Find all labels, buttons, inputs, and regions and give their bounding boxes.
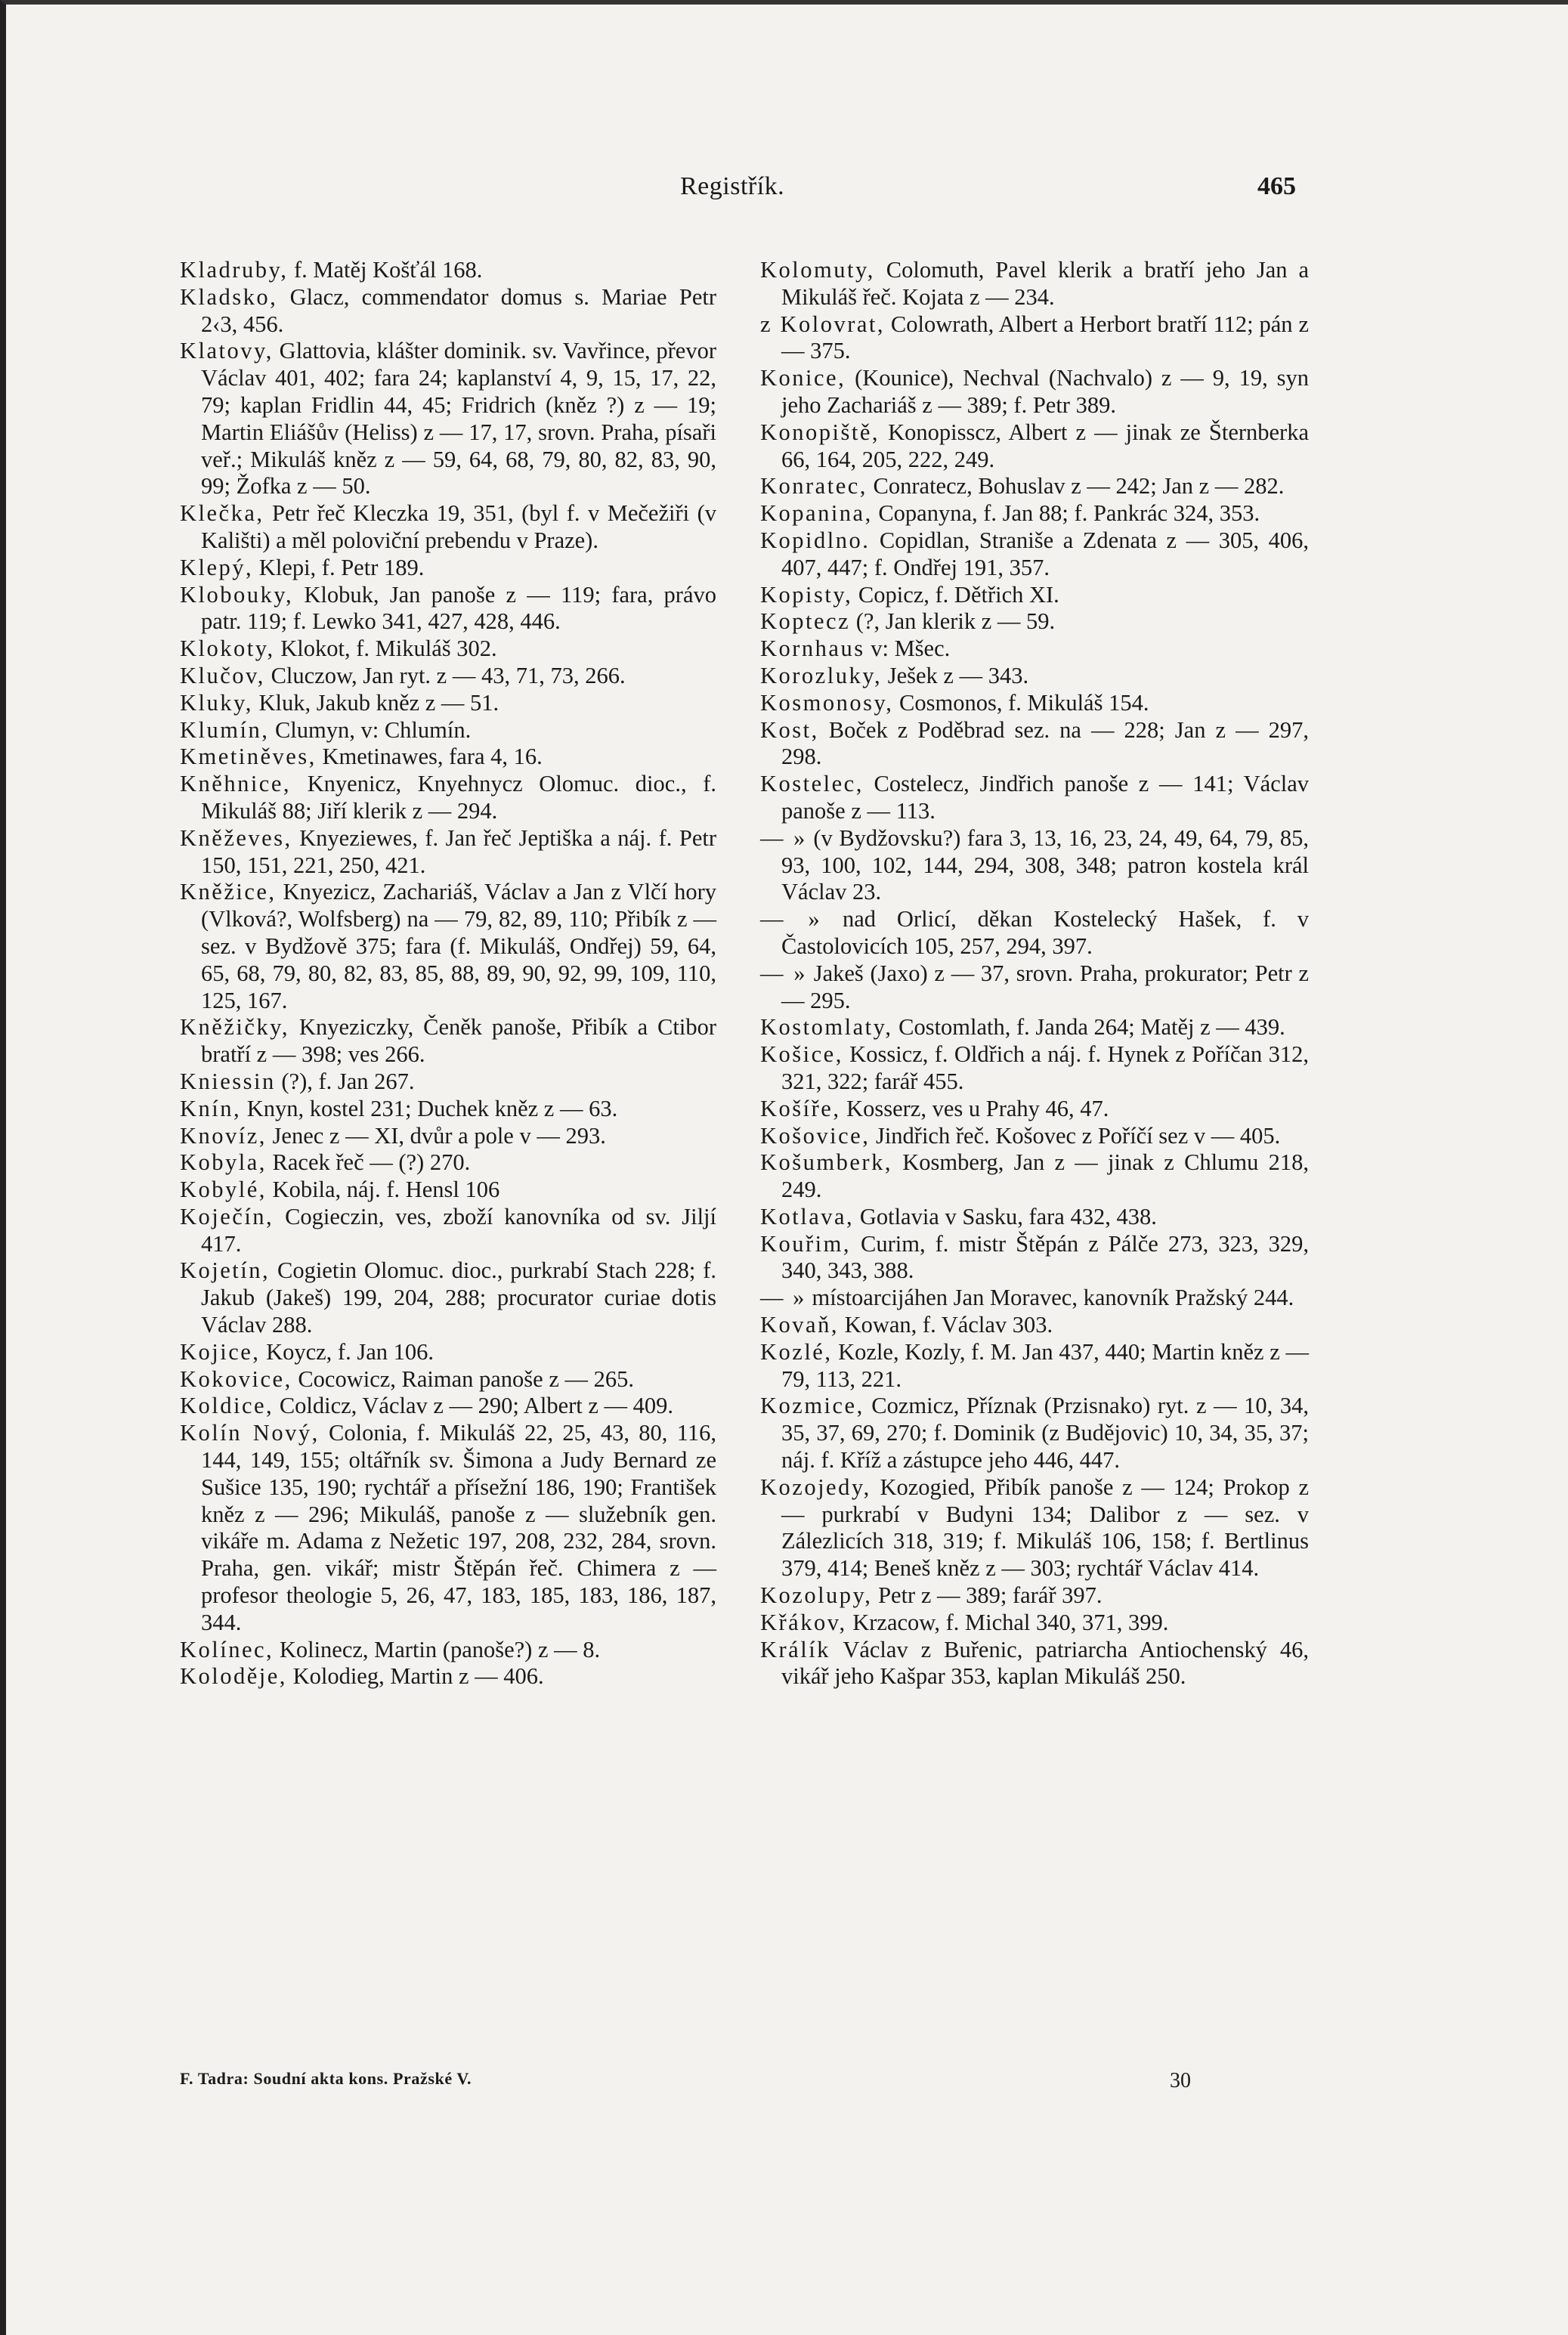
entry-headword: Košice,: [760, 1041, 843, 1068]
entry-headword: Kluky,: [180, 689, 253, 716]
index-entry: [760, 1393, 1309, 1474]
index-entry: [180, 1637, 716, 1664]
index-entry: [180, 1339, 716, 1366]
entry-headword: Kost,: [760, 716, 819, 743]
entry-headword: Kolínec,: [180, 1636, 274, 1662]
index-entry: [760, 1610, 1309, 1637]
index-entry: [180, 690, 716, 717]
index-entry: [760, 608, 1309, 636]
entry-text: Kobila, náj. f. Hensl 106: [266, 1177, 500, 1203]
index-entry: [760, 1231, 1309, 1285]
index-entry: [180, 500, 716, 555]
entry-headword: Kokovice,: [180, 1365, 292, 1392]
index-entry: [180, 1393, 716, 1420]
entry-text: Jakeš (Jaxo) z — 37, srovn. Praha, prokurator; Petr z — 295.: [781, 960, 1310, 1013]
entry-headword: Králík: [760, 1636, 830, 1662]
entry-text: Cozmicz, Příznak (Przisnako) ryt. z — 10, 34, 35, 37, 69, 270; f. Dominik (z Budějovic) 10, 34, 35, 37; náj. f. Kříž a zástupce jeho 446, 447.: [781, 1393, 1309, 1474]
entry-text: Costelecz, Jindřich panoše z — 141; Václav panoše z — 113.: [781, 771, 1309, 824]
entry-text: Gotlavia v Sasku, fara 432, 438.: [854, 1203, 1157, 1229]
entry-headword: Kornhaus: [760, 636, 865, 662]
entry-text: nad Orlicí, děkan Kostelecký Hašek, f. v Častolovicích 105, 257, 294, 397.: [781, 906, 1310, 959]
entry-text: Copicz, f. Dětřich XI.: [852, 581, 1059, 608]
entry-headword: Kotlava,: [760, 1203, 855, 1229]
running-title: Registřík.: [680, 172, 785, 200]
entry-text: Cosmonos, f. Mikuláš 154.: [893, 689, 1149, 716]
index-entry: [760, 1339, 1309, 1393]
entry-text: v: Mšec.: [864, 636, 951, 662]
index-entry: [180, 663, 716, 690]
entry-text: f. Matěj Košťál 168.: [288, 257, 483, 283]
entry-text: Colonia, f. Mikuláš 22, 25, 43, 80, 116, 144, 149, 155; oltářník sv. Šimona a Judy Bernard ze Sušice 135, 190; rychtář a přísežní 186, 190; František kněz z — 296; Mikuláš, panoše z — služebník gen. vikáře m. Adama z Nežetic 197, 208, 232, 284, srovn. Praha, gen. vikář; mistr Štěpán řeč. Chimera z — profesor theologie 5, 26, 47, 183, 185, 183, 186, 187, 344.: [201, 1420, 717, 1635]
index-entry: [180, 1177, 716, 1204]
entry-text: Knyeziewes, f. Jan řeč Jeptiška a náj. f. Petr 150, 151, 221, 250, 421.: [201, 824, 716, 878]
index-entry: [180, 1149, 716, 1177]
entry-headword: Kostelec,: [760, 771, 864, 797]
entry-text: Glacz, commendator domus s. Mariae Petr 2‹3, 456.: [201, 283, 716, 337]
entry-text: Cogietin Olomuc. dioc., purkrabí Stach 228; f. Jakub (Jakeš) 199, 204, 288; procurator curiae dotis Václav 288.: [201, 1257, 716, 1338]
entry-headword: Koldice,: [180, 1393, 274, 1419]
index-entry: [760, 663, 1309, 690]
entry-headword: Kozojedy,: [760, 1474, 871, 1500]
index-entry: [180, 257, 716, 284]
index-entry: [180, 1096, 716, 1123]
index-entry: [760, 311, 1309, 366]
entry-text: (v Bydžovsku?) fara 3, 13, 16, 23, 24, 49, 64, 79, 85, 93, 100, 102, 144, 294, 308, 348; patron kostela král Václav 23.: [781, 824, 1310, 905]
entry-text: Konopisscz, Albert z — jinak ze Šternberka 66, 164, 205, 222, 249.: [781, 419, 1309, 472]
entry-text: Klobuk, Jan panoše z — 119; fara, právo patr. 119; f. Lewko 341, 427, 428, 446.: [201, 581, 716, 635]
index-entry: [760, 906, 1309, 960]
index-entry: [760, 771, 1309, 825]
entry-text: Ješek z — 343.: [882, 662, 1029, 688]
entry-text: Knyezicz, Zachariáš, Václav a Jan z Vlčí hory (Vlková?, Wolfsberg) na — 79, 82, 89, 110; Přibík z — sez. v Bydžově 375; fara (f. Mikuláš, Ondřej) 59, 64, 65, 68, 79, 80, 82, 83, 85, 88, 89, 90, 92, 99, 109, 110, 125, 167.: [201, 879, 716, 1013]
index-entry: [180, 825, 716, 880]
entry-headword: Kněhnice,: [180, 771, 291, 797]
entry-text: (?), f. Jan 267.: [275, 1068, 415, 1094]
entry-headword: Košíře,: [760, 1095, 841, 1121]
index-entry: [180, 1204, 716, 1258]
entry-headword: Kopidlno.: [760, 527, 871, 553]
entry-headword: Kouřim,: [760, 1230, 852, 1257]
index-entry: [180, 582, 716, 636]
entry-headword: Kolomuty,: [760, 257, 875, 283]
entry-text: Copanyna, f. Jan 88; f. Pankrác 324, 353.: [872, 500, 1260, 527]
index-entry: [180, 1420, 716, 1636]
index-entry: [180, 1257, 716, 1338]
entry-headword: z Kolovrat,: [760, 311, 885, 337]
entry-text: Knyeziczky, Čeněk panoše, Přibík a Ctibor bratří z — 398; ves 266.: [201, 1014, 716, 1068]
entry-text: Kluk, Jakub kněz z — 51.: [252, 689, 499, 716]
index-entry: [180, 1663, 716, 1690]
entry-text: Kossicz, f. Oldřich a náj. f. Hynek z Poříčan 312, 321, 322; farář 455.: [781, 1041, 1309, 1094]
entry-text: Racek řeč — (?) 270.: [266, 1149, 471, 1176]
index-entry: [760, 717, 1309, 772]
entry-headword: Kozmice,: [760, 1393, 864, 1419]
entry-headword: Knovíz,: [180, 1122, 267, 1149]
index-entry: [180, 879, 716, 1014]
index-entry: [760, 1312, 1309, 1339]
entry-text: Clumyn, v: Chlumín.: [269, 716, 472, 743]
index-entry: [180, 1123, 716, 1150]
entry-text: Colomuth, Pavel klerik a bratří jeho Jan a Mikuláš řeč. Kojata z — 234.: [781, 257, 1309, 310]
entry-text: Kolodieg, Martin z — 406.: [286, 1663, 544, 1690]
entry-text: Petr z — 389; farář 397.: [872, 1582, 1103, 1609]
index-entry: [760, 690, 1309, 717]
entry-headword: — »: [760, 1285, 806, 1311]
entry-headword: Kovaň,: [760, 1312, 839, 1338]
entry-text: Kolinecz, Martin (panoše?) z — 8.: [274, 1636, 601, 1662]
index-entry: [760, 1204, 1309, 1231]
entry-headword: Kojetín,: [180, 1257, 271, 1284]
index-entry: [760, 582, 1309, 609]
entry-headword: — »: [760, 824, 807, 851]
entry-text: Colowrath, Albert a Herbort bratří 112; pán z — 375.: [781, 311, 1309, 364]
entry-headword: Kostomlaty,: [760, 1014, 893, 1041]
entry-headword: Kněžičky,: [180, 1014, 290, 1041]
entry-text: Václav z Buřenic, patriarcha Antiochenský 46, vikář jeho Kašpar 353, kaplan Mikuláš 250.: [781, 1636, 1309, 1690]
entry-text: Kosserz, ves u Prahy 46, 47.: [840, 1095, 1109, 1121]
index-entry: [760, 500, 1309, 527]
entry-headword: Kněževes,: [180, 824, 292, 851]
entry-headword: Klatovy,: [180, 338, 274, 364]
entry-text: Curim, f. mistr Štěpán z Pálče 273, 323, 329, 340, 343, 388.: [781, 1230, 1309, 1284]
entry-headword: Kozlé,: [760, 1338, 833, 1365]
entry-text: Kosmberg, Jan z — jinak z Chlumu 218, 249.: [781, 1149, 1309, 1203]
entry-headword: Kojice,: [180, 1338, 261, 1365]
index-entry: [180, 771, 716, 825]
entry-headword: Kněžice,: [180, 879, 277, 905]
entry-text: Cogieczin, ves, zboží kanovníka od sv. Jiljí 417.: [201, 1203, 716, 1257]
entry-headword: Košumberk,: [760, 1149, 892, 1176]
page-header: [0, 172, 1568, 218]
entry-text: Jenec z — XI, dvůr a pole v — 293.: [266, 1122, 606, 1149]
index-entry: [180, 717, 716, 744]
sheet-number: 30: [1170, 2069, 1191, 2092]
entry-text: Kmetinawes, fara 4, 16.: [316, 744, 543, 770]
entry-text: Boček z Poděbrad sez. na — 228; Jan z — 297, 298.: [781, 716, 1309, 770]
entry-text: Koycz, f. Jan 106.: [260, 1338, 434, 1365]
index-entry: [760, 1637, 1309, 1691]
entry-text: Knyn, kostel 231; Duchek kněz z — 63.: [241, 1095, 618, 1121]
entry-text: Kozogied, Přibík panoše z — 124; Prokop z — purkrabí v Budyni 134; Dalibor z — sez. v Zálezlicích 318, 319; f. Mikuláš 106, 158; f. Bertlinus 379, 414; Beneš kněz z — 303; rychtář Václav 414.: [781, 1474, 1309, 1582]
page-number: 465: [1257, 172, 1296, 200]
index-entry: [760, 1123, 1309, 1150]
entry-headword: Klumín,: [180, 716, 270, 743]
index-entry: [760, 1014, 1309, 1041]
entry-text: místoarciјáhen Jan Moravec, kanovník Pražský 244.: [806, 1285, 1294, 1311]
entry-headword: Kmetiněves,: [180, 744, 317, 770]
entry-headword: Klepý,: [180, 554, 254, 580]
entry-headword: Kladruby,: [180, 257, 289, 283]
entry-headword: Kopanina,: [760, 500, 873, 527]
index-entry: [180, 1014, 716, 1069]
entry-headword: Konratec,: [760, 473, 868, 499]
index-entry: [760, 257, 1309, 311]
index-entry: [760, 1582, 1309, 1610]
index-entry: [760, 527, 1309, 582]
entry-headword: Kobyla,: [180, 1149, 267, 1176]
entry-text: Costomlath, f. Janda 264; Matěj z — 439.: [892, 1014, 1285, 1041]
index-entry: [760, 419, 1309, 474]
entry-headword: Klokoty,: [180, 636, 275, 662]
index-entry: [760, 365, 1309, 419]
index-entry: [180, 555, 716, 582]
index-entry: [180, 1366, 716, 1393]
entry-headword: Klobouky,: [180, 581, 294, 608]
entry-text: Cluczow, Jan ryt. z — 43, 71, 73, 266.: [264, 662, 626, 688]
entry-text: (?, Jan klerik z — 59.: [850, 608, 1056, 635]
entry-headword: Klučov,: [180, 662, 265, 688]
index-entry: [760, 1096, 1309, 1123]
entry-text: Cocowicz, Raiman panoše z — 265.: [292, 1365, 635, 1392]
index-column-right: [760, 257, 1309, 1690]
index-entry: [760, 1285, 1309, 1312]
index-entry: [180, 744, 716, 771]
entry-headword: — »: [760, 960, 807, 986]
entry-text: Krzacow, f. Michal 340, 371, 399.: [846, 1609, 1169, 1635]
entry-text: Klokot, f. Mikuláš 302.: [274, 636, 497, 662]
source-note: F. Tadra: Soudní akta kons. Pražské V.: [180, 2069, 472, 2088]
entry-text: Conratecz, Bohuslav z — 242; Jan z — 282.: [867, 473, 1285, 499]
entry-headword: — »: [760, 906, 822, 932]
index-entry: [180, 338, 716, 500]
entry-headword: Korozluky,: [760, 662, 883, 688]
entry-headword: Kniessin: [180, 1068, 276, 1094]
index-entry: [180, 284, 716, 339]
index-entry: [760, 960, 1309, 1015]
index-entry: [760, 636, 1309, 663]
entry-text: Copidlan, Straniše a Zdenata z — 305, 406, 407, 447; f. Ondřej 191, 357.: [781, 527, 1309, 580]
entry-headword: Kladsko,: [180, 283, 278, 310]
entry-headword: Košovice,: [760, 1122, 871, 1149]
entry-text: Kowan, f. Václav 303.: [838, 1312, 1053, 1338]
entry-text: Jindřich řeč. Košovec z Poříčí sez v — 405.: [870, 1122, 1281, 1149]
index-column-left: [180, 257, 716, 1690]
entry-headword: Kolín Nový,: [180, 1420, 320, 1446]
entry-text: Klepi, f. Petr 189.: [253, 554, 425, 580]
entry-headword: Kopisty,: [760, 581, 853, 608]
entry-text: (Kounice), Nechval (Nachvalo) z — 9, 19, syn jeho Zachariáš z — 389; f. Petr 389.: [781, 365, 1309, 418]
entry-text: Glattovia, klášter dominik. sv. Vavřince, převor Václav 401, 402; fara 24; kaplanství 4, 9, 15, 17, 22, 79; kaplan Fridlin 44, 45; Fridrich (kněz ?) z — 19; Martin Eliášův (Heliss) z — 17, 17, srovn. Praha, písaři veř.; Mikuláš kněz z — 59, 64, 68, 79, 80, 82, 83, 90, 99; Žofka z — 50.: [201, 338, 716, 499]
index-entry: [180, 1069, 716, 1096]
index-entry: [180, 636, 716, 663]
entry-text: Knyenicz, Knyehnycz Olomuc. dioc., f. Mikuláš 88; Jiří klerik z — 294.: [201, 771, 716, 824]
entry-headword: Konice,: [760, 365, 846, 391]
entry-headword: Kosmonosy,: [760, 689, 894, 716]
entry-headword: Křákov,: [760, 1609, 847, 1635]
index-entry: [760, 1041, 1309, 1096]
entry-headword: Klečka,: [180, 500, 264, 527]
index-entry: [760, 473, 1309, 500]
entry-text: Coldicz, Václav z — 290; Albert z — 409.: [274, 1393, 674, 1419]
entry-headword: Koloděje,: [180, 1663, 287, 1690]
entry-text: Kozle, Kozly, f. M. Jan 437, 440; Martin kněz z — 79, 113, 221.: [781, 1338, 1309, 1392]
entry-headword: Konopiště,: [760, 419, 880, 445]
index-entry: [760, 825, 1309, 906]
index-entry: [760, 1149, 1309, 1204]
index-entry: [760, 1474, 1309, 1582]
entry-text: Petr řeč Kleczka 19, 351, (byl f. v Mečežiři (v Kališti) a měl poloviční prebendu v Praze).: [201, 500, 716, 553]
entry-headword: Koptecz: [760, 608, 851, 635]
entry-headword: Koječín,: [180, 1203, 274, 1229]
entry-headword: Kobylé,: [180, 1177, 267, 1203]
entry-headword: Kozolupy,: [760, 1582, 873, 1609]
entry-headword: Knín,: [180, 1095, 242, 1121]
